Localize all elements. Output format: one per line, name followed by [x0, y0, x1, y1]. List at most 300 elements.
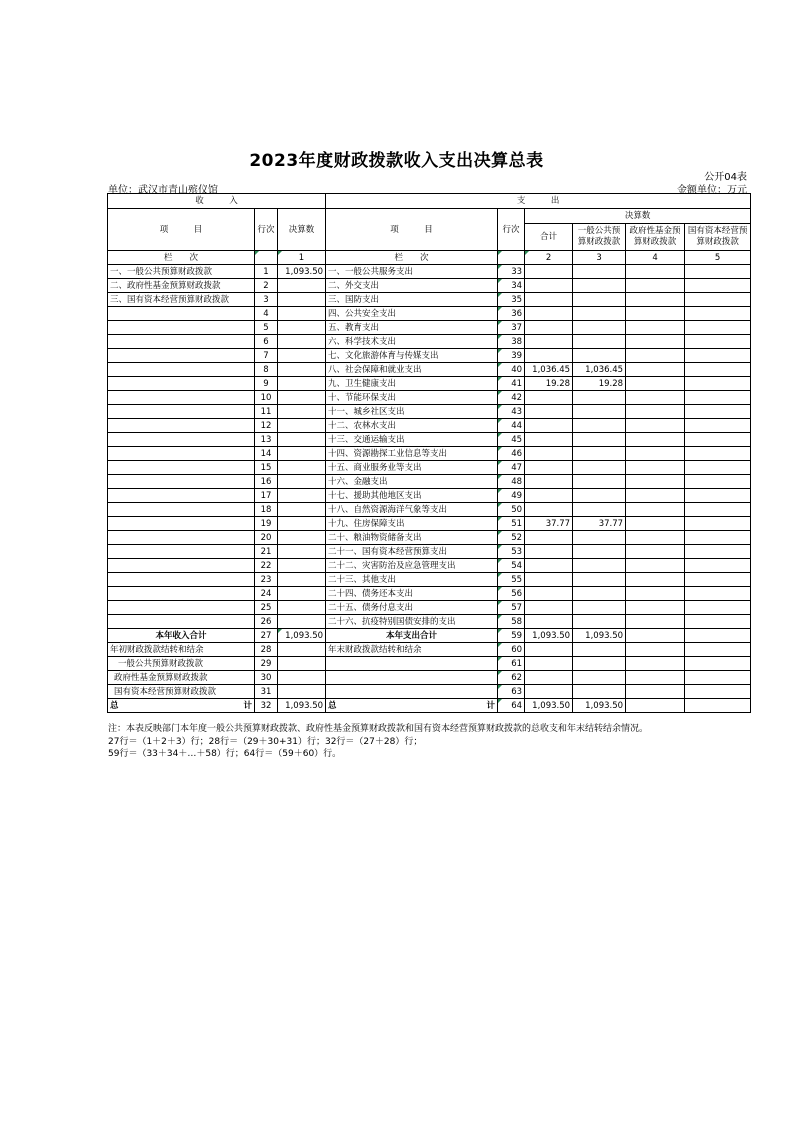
amount-cell — [626, 307, 685, 321]
amount-cell — [573, 671, 626, 685]
row-number: 37 — [498, 321, 525, 335]
amount-cell — [685, 405, 751, 419]
row-number: 4 — [255, 307, 278, 321]
expense-item: 二十一、国有资本经营预算支出 — [326, 545, 498, 559]
amount-cell — [573, 545, 626, 559]
amount-cell — [685, 657, 751, 671]
expense-item: 四、公共安全支出 — [326, 307, 498, 321]
table-row — [108, 447, 751, 461]
amount-cell — [626, 545, 685, 559]
amount-cell — [626, 265, 685, 279]
amount-cell: 1,093.50 — [525, 629, 573, 643]
row-number: 56 — [498, 587, 525, 601]
amount-cell — [278, 545, 326, 559]
expense-item: 年末财政拨款结转和结余 — [326, 643, 498, 657]
amount-cell — [626, 377, 685, 391]
table-row — [108, 293, 751, 307]
total-col-header: 合计 — [525, 224, 573, 251]
amount-cell: 1,093.50 — [525, 699, 573, 713]
income-amount-header: 决算数 — [278, 209, 326, 251]
amount-cell — [573, 321, 626, 335]
amount-cell: 1,093.50 — [278, 629, 326, 643]
amount-cell: 1,093.50 — [573, 629, 626, 643]
amount-cell — [685, 531, 751, 545]
gov-fund-col-header: 政府性基金预算财政拨款 — [626, 224, 685, 251]
row-number: 35 — [498, 293, 525, 307]
row-number: 53 — [498, 545, 525, 559]
amount-cell — [278, 419, 326, 433]
index-col4: 4 — [626, 251, 685, 265]
expense-item-header: 项 目 — [326, 209, 498, 251]
row-number: 64 — [498, 699, 525, 713]
amount-cell — [573, 601, 626, 615]
amount-cell — [685, 307, 751, 321]
income-item — [108, 559, 255, 573]
row-number: 60 — [498, 643, 525, 657]
row-number: 48 — [498, 475, 525, 489]
index-cell — [255, 251, 278, 265]
amount-cell — [685, 643, 751, 657]
amount-cell — [626, 461, 685, 475]
amount-cell — [573, 657, 626, 671]
expense-item: 六、科学技术支出 — [326, 335, 498, 349]
note-line: 注：本表反映部门本年度一般公共预算财政拨款、政府性基金预算财政拨款和国有资本经营预算财政拨款的总收支和年末结转结余情况。 — [108, 724, 649, 734]
row-number: 5 — [255, 321, 278, 335]
amount-cell — [278, 321, 326, 335]
income-item — [108, 419, 255, 433]
state-capital-col-header: 国有资本经营预算财政拨款 — [685, 224, 751, 251]
amount-cell — [626, 447, 685, 461]
amount-cell — [525, 643, 573, 657]
row-number: 43 — [498, 405, 525, 419]
amount-cell — [685, 377, 751, 391]
expense-item: 三、国防支出 — [326, 293, 498, 307]
expense-amount-header: 决算数 — [525, 209, 751, 224]
amount-cell — [626, 503, 685, 517]
row-number: 55 — [498, 573, 525, 587]
amount-cell — [626, 699, 685, 713]
table-row — [108, 559, 751, 573]
amount-cell — [573, 643, 626, 657]
year-expense-total-label: 本年支出合计 — [326, 629, 498, 643]
row-number: 31 — [255, 685, 278, 699]
amount-cell — [278, 615, 326, 629]
row-number: 44 — [498, 419, 525, 433]
amount-cell — [525, 489, 573, 503]
amount-cell — [278, 671, 326, 685]
row-number: 33 — [498, 265, 525, 279]
row-number: 45 — [498, 433, 525, 447]
expense-item: 十、节能环保支出 — [326, 391, 498, 405]
grand-total-right-2: 计 — [486, 700, 496, 711]
amount-cell — [525, 349, 573, 363]
expense-item — [326, 671, 498, 685]
amount-cell — [685, 685, 751, 699]
amount-cell — [525, 391, 573, 405]
amount-cell — [525, 559, 573, 573]
expense-item — [326, 685, 498, 699]
row-number: 57 — [498, 601, 525, 615]
income-item: 国有资本经营预算财政拨款 — [108, 685, 255, 699]
amount-cell — [278, 363, 326, 377]
unit-name: 单位：武汉市青山殡仪馆 — [108, 185, 218, 196]
expense-header: 支 出 — [326, 194, 751, 209]
amount-cell — [278, 349, 326, 363]
header-row-2 — [108, 209, 751, 224]
amount-cell — [573, 405, 626, 419]
income-item — [108, 545, 255, 559]
amount-cell — [685, 559, 751, 573]
amount-cell — [525, 587, 573, 601]
amount-cell — [278, 601, 326, 615]
expense-item: 十五、商业服务业等支出 — [326, 461, 498, 475]
income-item — [108, 531, 255, 545]
amount-cell — [525, 419, 573, 433]
table-row — [108, 321, 751, 335]
row-number: 54 — [498, 559, 525, 573]
table-row — [108, 461, 751, 475]
amount-cell — [626, 685, 685, 699]
row-number: 28 — [255, 643, 278, 657]
amount-cell — [685, 517, 751, 531]
amount-unit: 金额单位：万元 — [677, 185, 747, 196]
amount-cell — [573, 293, 626, 307]
amount-cell — [685, 335, 751, 349]
expense-item — [326, 657, 498, 671]
column-label: 栏 次 — [108, 251, 255, 265]
income-item: 政府性基金预算财政拨款 — [108, 671, 255, 685]
row-number: 34 — [498, 279, 525, 293]
expense-item: 九、卫生健康支出 — [326, 377, 498, 391]
carry-row — [108, 643, 751, 657]
income-item — [108, 377, 255, 391]
amount-cell — [525, 335, 573, 349]
amount-cell — [685, 475, 751, 489]
row-number: 59 — [498, 629, 525, 643]
amount-cell — [278, 489, 326, 503]
table-row — [108, 433, 751, 447]
amount-cell — [685, 293, 751, 307]
row-number: 18 — [255, 503, 278, 517]
amount-cell — [573, 419, 626, 433]
table-row — [108, 587, 751, 601]
carry-row — [108, 671, 751, 685]
income-item — [108, 363, 255, 377]
amount-cell — [626, 349, 685, 363]
amount-cell — [278, 657, 326, 671]
income-item — [108, 601, 255, 615]
amount-cell — [626, 531, 685, 545]
amount-cell: 19.28 — [573, 377, 626, 391]
amount-cell: 1,036.45 — [525, 363, 573, 377]
expense-item: 一、一般公共服务支出 — [326, 265, 498, 279]
expense-item: 二十、粮油物资储备支出 — [326, 531, 498, 545]
amount-cell — [525, 545, 573, 559]
index-col3: 3 — [573, 251, 626, 265]
table-row — [108, 363, 751, 377]
amount-cell — [278, 433, 326, 447]
amount-cell — [626, 629, 685, 643]
index-col1: 1 — [278, 251, 326, 265]
amount-cell — [278, 503, 326, 517]
income-item — [108, 489, 255, 503]
amount-cell — [626, 671, 685, 685]
amount-cell: 1,093.50 — [573, 699, 626, 713]
income-item — [108, 461, 255, 475]
grand-total-left-2: 计 — [243, 700, 252, 711]
amount-cell — [626, 615, 685, 629]
row-number: 16 — [255, 475, 278, 489]
expense-item: 十七、援助其他地区支出 — [326, 489, 498, 503]
amount-cell — [685, 671, 751, 685]
table-row — [108, 349, 751, 363]
amount-cell — [573, 587, 626, 601]
amount-cell — [573, 503, 626, 517]
amount-cell — [278, 279, 326, 293]
amount-cell: 19.28 — [525, 377, 573, 391]
income-item: 一、一般公共预算财政拨款 — [108, 265, 255, 279]
amount-cell — [525, 615, 573, 629]
row-number: 24 — [255, 587, 278, 601]
amount-cell — [525, 293, 573, 307]
amount-cell — [626, 559, 685, 573]
amount-cell — [685, 545, 751, 559]
amount-cell — [573, 531, 626, 545]
expense-item: 十八、自然资源海洋气象等支出 — [326, 503, 498, 517]
row-number: 12 — [255, 419, 278, 433]
table-row — [108, 489, 751, 503]
amount-cell — [685, 573, 751, 587]
amount-cell — [278, 377, 326, 391]
income-item — [108, 321, 255, 335]
row-number: 50 — [498, 503, 525, 517]
row-number: 38 — [498, 335, 525, 349]
row-number: 13 — [255, 433, 278, 447]
row-number: 62 — [498, 671, 525, 685]
table-row — [108, 335, 751, 349]
amount-cell — [525, 279, 573, 293]
table-row — [108, 307, 751, 321]
row-number: 58 — [498, 615, 525, 629]
table-row — [108, 391, 751, 405]
amount-cell — [685, 489, 751, 503]
amount-cell — [685, 587, 751, 601]
amount-cell — [573, 335, 626, 349]
table-row — [108, 405, 751, 419]
amount-cell — [525, 265, 573, 279]
amount-cell — [278, 405, 326, 419]
grand-total-right-1: 总 — [328, 700, 337, 711]
amount-cell: 1,093.50 — [278, 265, 326, 279]
amount-cell — [525, 573, 573, 587]
table-row — [108, 265, 751, 279]
row-number: 15 — [255, 461, 278, 475]
amount-cell — [525, 475, 573, 489]
amount-cell — [573, 391, 626, 405]
income-header: 收 入 — [108, 194, 326, 209]
row-number: 49 — [498, 489, 525, 503]
row-number: 3 — [255, 293, 278, 307]
amount-cell — [626, 363, 685, 377]
header-row-1 — [108, 194, 751, 209]
amount-cell — [525, 447, 573, 461]
income-item — [108, 503, 255, 517]
amount-cell: 1,036.45 — [573, 363, 626, 377]
amount-cell — [573, 461, 626, 475]
income-rowno-header: 行次 — [255, 209, 278, 251]
amount-cell — [525, 685, 573, 699]
amount-cell — [685, 419, 751, 433]
table-row — [108, 377, 751, 391]
row-number: 1 — [255, 265, 278, 279]
row-number: 6 — [255, 335, 278, 349]
row-number: 7 — [255, 349, 278, 363]
amount-cell — [685, 447, 751, 461]
expense-item: 二十二、灾害防治及应急管理支出 — [326, 559, 498, 573]
expense-item: 十一、城乡社区支出 — [326, 405, 498, 419]
budget-table — [107, 193, 751, 713]
page-title: 2023年度财政拨款收入支出决算总表 — [249, 151, 544, 171]
row-number: 23 — [255, 573, 278, 587]
amount-cell — [685, 503, 751, 517]
amount-cell — [685, 629, 751, 643]
expense-item: 十六、金融支出 — [326, 475, 498, 489]
amount-cell — [278, 643, 326, 657]
expense-item: 七、文化旅游体育与传媒支出 — [326, 349, 498, 363]
expense-item: 二十三、其他支出 — [326, 573, 498, 587]
column-index-row — [108, 251, 751, 265]
income-item: 三、国有资本经营预算财政拨款 — [108, 293, 255, 307]
income-item: 二、政府性基金预算财政拨款 — [108, 279, 255, 293]
amount-cell — [525, 433, 573, 447]
row-number: 27 — [255, 629, 278, 643]
row-number: 8 — [255, 363, 278, 377]
amount-cell — [685, 349, 751, 363]
amount-cell — [626, 573, 685, 587]
income-item — [108, 349, 255, 363]
amount-cell — [278, 391, 326, 405]
amount-cell — [626, 293, 685, 307]
amount-cell — [573, 349, 626, 363]
amount-cell — [278, 587, 326, 601]
row-number: 63 — [498, 685, 525, 699]
amount-cell — [278, 335, 326, 349]
table-row — [108, 531, 751, 545]
amount-cell — [685, 601, 751, 615]
table-row — [108, 573, 751, 587]
amount-cell: 37.77 — [573, 517, 626, 531]
amount-cell — [278, 447, 326, 461]
amount-cell — [685, 461, 751, 475]
row-number: 52 — [498, 531, 525, 545]
carry-row — [108, 657, 751, 671]
amount-cell — [685, 615, 751, 629]
amount-cell — [573, 685, 626, 699]
row-number: 41 — [498, 377, 525, 391]
expense-item: 十四、资源勘探工业信息等支出 — [326, 447, 498, 461]
amount-cell — [685, 279, 751, 293]
amount-cell — [626, 405, 685, 419]
amount-cell — [573, 433, 626, 447]
amount-cell — [278, 461, 326, 475]
amount-cell — [278, 685, 326, 699]
amount-cell — [626, 433, 685, 447]
amount-cell — [626, 391, 685, 405]
income-item — [108, 335, 255, 349]
expense-item: 二、外交支出 — [326, 279, 498, 293]
table-row — [108, 475, 751, 489]
income-item: 年初财政拨款结转和结余 — [108, 643, 255, 657]
row-number: 36 — [498, 307, 525, 321]
amount-cell — [278, 559, 326, 573]
income-item — [108, 433, 255, 447]
year-income-total-label: 本年收入合计 — [108, 629, 255, 643]
amount-cell — [626, 475, 685, 489]
income-item-header: 项 目 — [108, 209, 255, 251]
row-number: 20 — [255, 531, 278, 545]
amount-cell — [573, 447, 626, 461]
index-col2: 2 — [525, 251, 573, 265]
income-item — [108, 517, 255, 531]
table-row — [108, 545, 751, 559]
row-number: 10 — [255, 391, 278, 405]
amount-cell — [573, 489, 626, 503]
income-item: 一般公共预算财政拨款 — [108, 657, 255, 671]
row-number: 26 — [255, 615, 278, 629]
amount-cell — [525, 405, 573, 419]
table-row — [108, 503, 751, 517]
row-number: 17 — [255, 489, 278, 503]
expense-item: 十二、农林水支出 — [326, 419, 498, 433]
row-number: 11 — [255, 405, 278, 419]
row-number: 14 — [255, 447, 278, 461]
income-item — [108, 405, 255, 419]
table-row — [108, 601, 751, 615]
amount-cell: 1,093.50 — [278, 699, 326, 713]
amount-cell — [278, 475, 326, 489]
amount-cell — [525, 321, 573, 335]
expense-item: 十三、交通运输支出 — [326, 433, 498, 447]
amount-cell — [685, 265, 751, 279]
amount-cell — [573, 615, 626, 629]
year-total-row — [108, 629, 751, 643]
amount-cell — [626, 643, 685, 657]
row-number: 47 — [498, 461, 525, 475]
expense-rowno-header: 行次 — [498, 209, 525, 251]
amount-cell — [685, 363, 751, 377]
row-number: 61 — [498, 657, 525, 671]
row-number: 19 — [255, 517, 278, 531]
notes — [108, 723, 648, 761]
amount-cell — [573, 475, 626, 489]
note-line: 59行＝（33＋34＋…＋58）行；64行＝（59＋60）行。 — [108, 749, 342, 759]
expense-item: 二十四、债务还本支出 — [326, 587, 498, 601]
row-number: 25 — [255, 601, 278, 615]
row-number: 2 — [255, 279, 278, 293]
amount-cell — [525, 503, 573, 517]
table-row — [108, 517, 751, 531]
row-number: 9 — [255, 377, 278, 391]
amount-cell — [685, 699, 751, 713]
income-item — [108, 447, 255, 461]
expense-item: 二十六、抗疫特别国债安排的支出 — [326, 615, 498, 629]
amount-cell — [573, 307, 626, 321]
row-number: 40 — [498, 363, 525, 377]
amount-cell — [525, 307, 573, 321]
amount-cell — [626, 517, 685, 531]
amount-cell — [278, 531, 326, 545]
amount-cell — [626, 587, 685, 601]
